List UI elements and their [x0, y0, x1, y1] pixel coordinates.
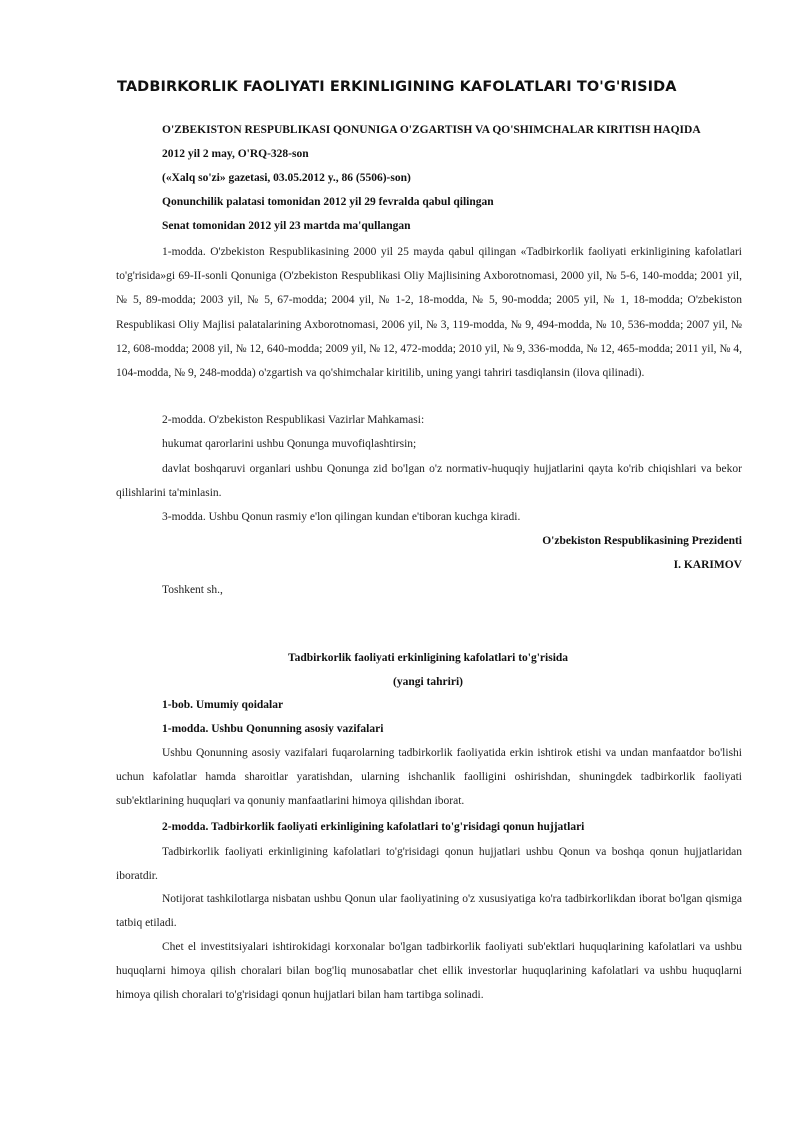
article-2-title: 2-modda. O'zbekiston Respublikasi Vazirlar Mahkamasi:	[162, 414, 425, 426]
article-3-paragraph: 3-modda. Ushbu Qonun rasmiy e'lon qilingan kundan e'tiboran kuchga kiradi.	[162, 511, 521, 523]
law-article-2-heading: 2-modda. Tadbirkorlik faoliyati erkinligining kafolatlari to'g'risidagi qonun hujjatlari	[162, 821, 585, 833]
annex-subtitle: (yangi tahriri)	[393, 676, 463, 688]
signature-name: I. KARIMOV	[673, 559, 742, 571]
adoption-note: Qonunchilik palatasi tomonidan 2012 yil 29 fevralda qabul qilingan	[162, 196, 494, 208]
chapter-1-heading: 1-bob. Umumiy qoidalar	[162, 699, 284, 711]
document-title: TADBIRKORLIK FAOLIYATI ERKINLIGINING KAFOLATLARI TO'G'RISIDA	[117, 79, 677, 95]
law-article-1-text: Ushbu Qonunning asosiy vazifalari fuqarolarning tadbirkorlik faoliyatida erkin ishtirok etishi va undan manfaatdor bo'lishi uchun kafolatlar hamda sharoitlar yaratishdan, ularning ishchanlik faolligini oshirishdan, shuningdek tadbirkorlik faoliyati sub'ektlarining huquqlari va qonuniy manfaatlarini himoya qilishdan iborat.	[116, 747, 742, 808]
law-article-2-paragraph-3: Chet el investitsiyalari ishtirokidagi korxonalar bo'lgan tadbirkorlik faoliyati sub'ektlari huquqlarining kafolatlari va ushbu huquqlarni himoya qilish choralari bilan bog'liq munosabatlar chet ellik investorlar huquqlarining kafolatlari va ushbu huquqlarni himoya qilish choralari to'g'risidagi qonun hujjatlari bilan ham tartibga solinadi.	[116, 941, 742, 1002]
place-of-signing: Toshkent sh.,	[162, 584, 223, 596]
approval-note: Senat tomonidan 2012 yil 23 martda ma'qullangan	[162, 220, 411, 232]
publication-source: («Xalq so'zi» gazetasi, 03.05.2012 y., 86 (5506)-son)	[162, 172, 411, 184]
article-1-paragraph: 1-modda. O'zbekiston Respublikasining 2000 yil 25 mayda qabul qilingan «Tadbirkorlik faoliyati erkinligining kafolatlari to'g'risida»gi 69-II-sonli Qonuniga (O'zbekiston Respublikasi Oliy Majlisining Axborotnomasi, 2000 yil, № 5-6, 140-modda; 2001 yil, № 5, 89-modda; 2003 yil, № 5, 67-modda; 2004 yil, № 1-2, 18-modda, № 5, 90-modda; 2005 yil, № 1, 18-modda; O'zbekiston Respublikasi Oliy Majlisi palatalarining Axborotnomasi, 2006 yil, № 3, 119-modda, № 9, 494-modda, № 10, 536-modda; 2007 yil, № 12, 608-modda; 2008 yil, № 12, 640-modda; 2009 yil, № 12, 472-modda; 2010 yil, № 9, 336-modda, № 12, 465-modda; 2011 yil, № 4, 104-modda, № 9, 248-modda) o'zgartish va qo'shimchalar kiritilib, uning yangi tahriri tasdiqlansin (ilova qilinadi).	[116, 246, 742, 380]
law-date-number: 2012 yil 2 may, O'RQ-328-son	[162, 148, 309, 160]
annex-title: Tadbirkorlik faoliyati erkinligining kafolatlari to'g'risida	[287, 652, 569, 664]
article-2-item-2: davlat boshqaruvi organlari ushbu Qonunga zid bo'lgan o'z normativ-huquqiy hujjatlarini qayta ko'rib chiqishlari va bekor qilishlarini ta'minlasin.	[116, 463, 742, 500]
law-article-1-heading: 1-modda. Ushbu Qonunning asosiy vazifalari	[162, 723, 384, 735]
law-article-2-paragraph-1: Tadbirkorlik faoliyati erkinligining kafolatlari to'g'risidagi qonun hujjatlari ushbu Qonun va boshqa qonun hujjatlaridan iboratdir.	[116, 846, 742, 883]
amendment-heading: O'ZBEKISTON RESPUBLIKASI QONUNIGA O'ZGARTISH VA QO'SHIMCHALAR KIRITISH HAQIDA	[162, 124, 701, 136]
article-2-item-1: hukumat qarorlarini ushbu Qonunga muvofiqlashtirsin;	[162, 438, 417, 450]
law-article-2-paragraph-2: Notijorat tashkilotlarga nisbatan ushbu Qonun ular faoliyatining o'z xususiyatiga ko'ra tadbirkorlikdan iborat bo'lgan qismiga tatbiq etiladi.	[116, 893, 742, 930]
signature-title: O'zbekiston Respublikasining Prezidenti	[542, 535, 742, 547]
